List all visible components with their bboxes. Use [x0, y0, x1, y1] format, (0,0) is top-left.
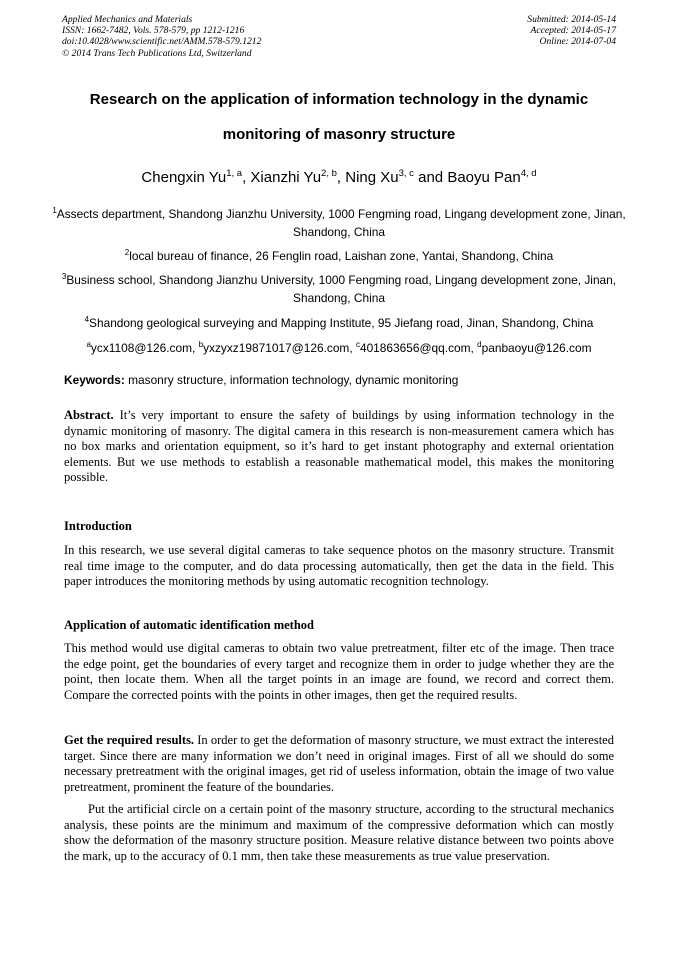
email-separator: , — [192, 341, 199, 355]
author-name: Xianzhi Yu — [250, 169, 322, 186]
keywords-line — [64, 373, 458, 387]
affiliation-2 — [48, 244, 630, 265]
author-separator: , — [336, 169, 346, 186]
affiliation-number: 1 — [52, 206, 57, 215]
circle-marker-paragraph: Put the artificial circle on a certain point of the masonry structure, according to the structural mechanics analysis, these points are the minimum and maximum of the compressive deformation which can mostly show the deformation of the masonry structure position. Measure relative distance between two points above the mark, up to the accuracy of 0.1 mm, then take these measurements as true value preservation. — [64, 802, 614, 863]
results-paragraph — [64, 733, 614, 795]
author-emails — [48, 336, 630, 357]
email-mark: a — [86, 340, 91, 349]
abstract-paragraph — [64, 408, 614, 486]
email-mark: d — [477, 340, 482, 349]
affiliation-number: 4 — [84, 315, 90, 324]
abstract-text: It’s very important to ensure the safety of buildings by using information technology in the dynamic monitoring of masonry. The digital camera in this research is non-measurement camera which has no box marks and orientation equipment, so it’s hard to get instant photography and external orientation elements. But we use methods to establish a reasonable mathematical model, this makes the monitoring possible. — [64, 408, 614, 485]
email-mark: b — [198, 340, 204, 349]
email-mark: c — [355, 340, 360, 349]
method-paragraph: This method would use digital cameras to obtain two value pretreatment, filter etc of the image. Then trace the edge point, get the boundaries of every target and recognize them in order to judge whether they are the point, then locate them. When all the target points in an image are found, we record and correct them. Compare the corrected points with the points in other images, then get the required results. — [64, 641, 614, 702]
introduction-paragraph: In this research, we use several digital cameras to take sequence photos on the masonry structure. Transmit real time image to the computer, and do data processing automatically, then get the data in the field. This paper introduces the monitoring methods by using automatic recognition technology. — [64, 543, 614, 589]
keywords-text: masonry structure, information technology, dynamic monitoring — [124, 373, 459, 387]
submitted-date: Submitted: 2014-05-14 — [527, 14, 616, 25]
affiliation-number: 2 — [124, 248, 130, 257]
author-affiliation-mark: 4, d — [520, 168, 537, 179]
author-name: Chengxin Yu — [141, 169, 227, 186]
journal-doi: doi:10.4028/www.scientific.net/AMM.578-579.1212 — [62, 36, 262, 48]
journal-header-right — [527, 14, 616, 48]
method-heading: Application of automatic identification method — [64, 618, 314, 632]
paper-title-line-1: Research on the application of information technology in the dynamic — [89, 91, 589, 108]
accepted-date: Accepted: 2014-05-17 — [530, 25, 616, 37]
keywords-label: Keywords: — [64, 373, 125, 387]
affiliation-text: Assects department, Shandong Jianzhu University, 1000 Fengming road, Lingang development zone, Jinan, Shandong, China — [56, 207, 626, 239]
affiliation-4 — [48, 311, 630, 332]
abstract-label: Abstract. — [64, 408, 114, 422]
paper-title-line-2: monitoring of masonry structure — [222, 126, 456, 143]
author-affiliation-mark: 1, a — [226, 168, 243, 179]
affiliation-3 — [48, 268, 630, 307]
email-separator: , — [349, 341, 356, 355]
results-label: Get the required results. — [64, 733, 195, 747]
author-separator: , — [242, 169, 251, 186]
journal-issn: ISSN: 1662-7482, Vols. 578-579, pp 1212-1216 — [62, 25, 245, 37]
email-address: ycx1108@126.com — [90, 341, 193, 355]
journal-header-left — [62, 14, 261, 59]
author-affiliation-mark: 2, b — [321, 168, 337, 179]
email-address: yxzyxz19871017@126.com — [203, 341, 350, 355]
author-name: Baoyu Pan — [447, 169, 521, 186]
affiliation-text: Business school, Shandong Jianzhu University, 1000 Fengming road, Lingang development zone, Jinan, Shandong, China — [66, 273, 617, 305]
author-name: Ning Xu — [345, 169, 399, 186]
journal-copyright: © 2014 Trans Tech Publications Ltd, Switzerland — [62, 47, 252, 59]
online-date: Online: 2014-07-04 — [539, 36, 616, 48]
affiliation-text: local bureau of finance, 26 Fenglin road, Laishan zone, Yantai, Shandong, China — [129, 249, 554, 263]
author-separator: and — [413, 169, 448, 186]
introduction-heading: Introduction — [64, 519, 132, 533]
journal-name: Applied Mechanics and Materials — [62, 14, 193, 25]
email-address: panbaoyu@126.com — [481, 341, 592, 355]
affiliation-1 — [48, 202, 630, 241]
email-address: 401863656@qq.com — [359, 341, 471, 355]
author-list — [40, 168, 638, 186]
results-text: In order to get the deformation of masonry structure, we must extract the interested target. Since there are many information we don’t need in original images. First of all we should do some necessary pretreatment with the original images, get rid of useless information, obtain the image of two value pretreatment, prominent the feature of the boundaries. — [64, 733, 614, 794]
affiliation-text: Shandong geological surveying and Mapping Institute, 95 Jiefang road, Jinan, Shandong, China — [89, 316, 594, 330]
author-affiliation-mark: 3, c — [398, 168, 414, 179]
affiliation-number: 3 — [61, 272, 67, 281]
email-separator: , — [470, 341, 478, 355]
